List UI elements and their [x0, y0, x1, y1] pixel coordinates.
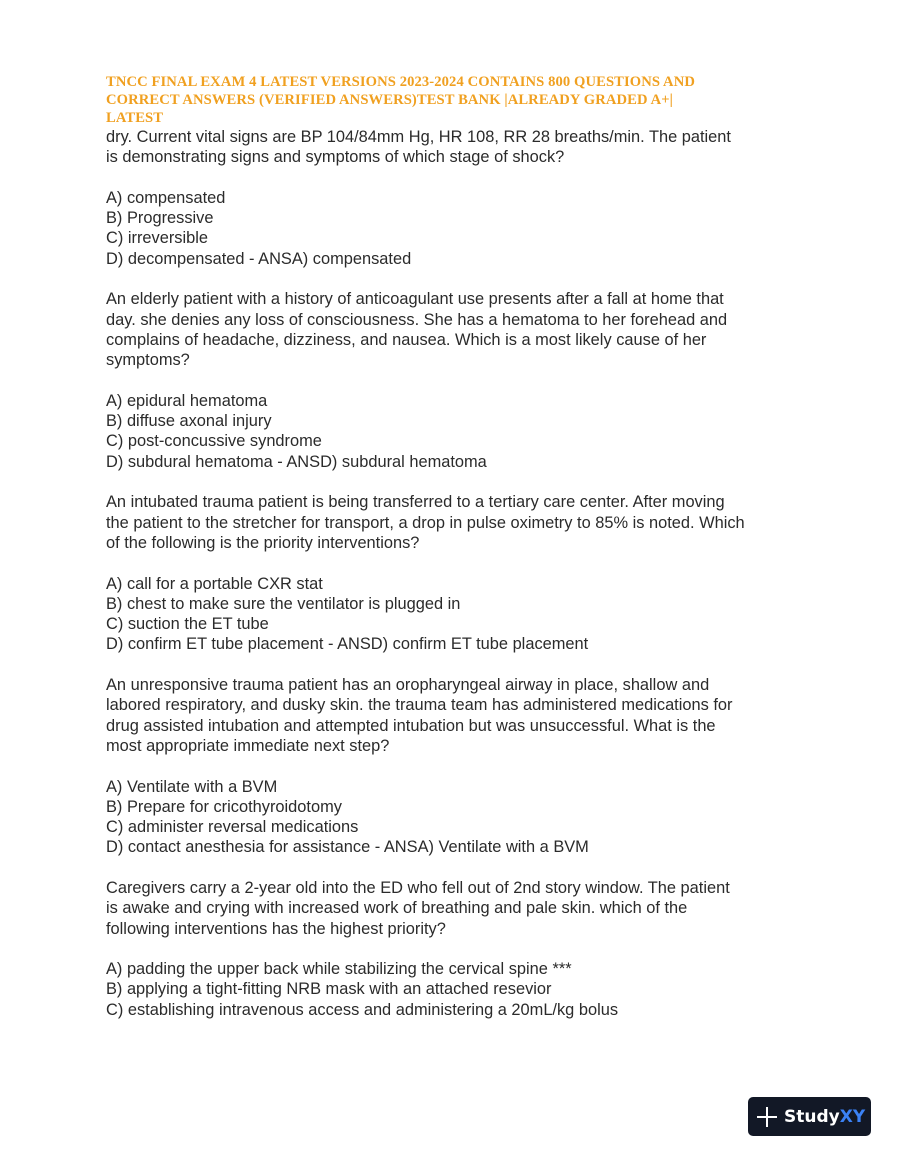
text-block	[106, 959, 826, 1020]
text-line: A) Ventilate with a BVM	[106, 777, 278, 796]
text-line: is demonstrating signs and symptoms of which stage of shock?	[106, 148, 565, 167]
text-line: B) chest to make sure the ventilator is plugged in	[106, 594, 461, 613]
text-block	[106, 391, 826, 472]
badge-xy-text: XY	[839, 1106, 866, 1127]
text-line: C) suction the ET tube	[106, 615, 269, 634]
text-line: An intubated trauma patient is being transferred to a tertiary care center. After moving	[106, 493, 725, 512]
text-block	[106, 492, 826, 553]
text-line: drug assisted intubation and attempted intubation but was unsuccessful. What is the	[106, 716, 716, 735]
text-line: D) subdural hematoma - ANSD) subdural hematoma	[106, 452, 487, 471]
text-line: dry. Current vital signs are BP 104/84mm Hg, HR 108, RR 28 breaths/min. The patient	[106, 128, 731, 146]
text-line: A) call for a portable CXR stat	[106, 574, 323, 593]
text-line: the patient to the stretcher for transport, a drop in pulse oximetry to 85% is noted. Which	[106, 513, 745, 532]
document-body	[106, 127, 826, 1020]
text-block	[106, 675, 826, 756]
text-line: An elderly patient with a history of anticoagulant use presents after a fall at home that	[106, 290, 724, 309]
text-line: day. she denies any loss of consciousness. She has a hematoma to her forehead and	[106, 310, 728, 329]
text-line: B) Prepare for cricothyroidotomy	[106, 797, 342, 816]
text-line: A) padding the upper back while stabilizing the cervical spine ***	[106, 960, 572, 979]
text-block	[106, 777, 826, 858]
text-line: B) diffuse axonal injury	[106, 412, 272, 431]
text-line: D) contact anesthesia for assistance - ANSA) Ventilate with a BVM	[106, 838, 589, 857]
text-line: most appropriate immediate next step?	[106, 736, 390, 755]
text-line: of the following is the priority interventions?	[106, 533, 420, 552]
text-block	[106, 188, 826, 269]
text-line: Caregivers carry a 2-year old into the ED who fell out of 2nd story window. The patient	[106, 878, 730, 897]
text-line: B) applying a tight-fitting NRB mask with an attached resevior	[106, 980, 552, 999]
text-line: A) compensated	[106, 188, 226, 207]
document-header	[106, 73, 786, 127]
text-line: C) establishing intravenous access and administering a 20mL/kg bolus	[106, 1000, 619, 1019]
text-line: following interventions has the highest priority?	[106, 919, 446, 938]
text-block	[106, 289, 826, 370]
text-line: D) confirm ET tube placement - ANSD) confirm ET tube placement	[106, 635, 589, 654]
text-block	[106, 878, 826, 939]
text-line: complains of headache, dizziness, and nausea. Which is a most likely cause of her	[106, 330, 707, 349]
text-block	[106, 574, 826, 655]
text-line: C) irreversible	[106, 229, 209, 248]
header-line: LATEST	[106, 110, 164, 126]
text-line: C) post-concussive syndrome	[106, 432, 322, 451]
text-line: is awake and crying with increased work of breathing and pale skin. which of the	[106, 899, 688, 918]
text-line: B) Progressive	[106, 209, 214, 228]
text-line: C) administer reversal medications	[106, 818, 359, 837]
studyxy-badge[interactable]	[748, 1097, 871, 1136]
text-line: D) decompensated - ANSA) compensated	[106, 249, 412, 268]
plus-icon	[756, 1106, 778, 1128]
header-line: CORRECT ANSWERS (VERIFIED ANSWERS)TEST BANK |ALREADY GRADED A+|	[106, 92, 673, 108]
header-line: TNCC FINAL EXAM 4 LATEST VERSIONS 2023-2024 CONTAINS 800 QUESTIONS AND	[106, 74, 695, 90]
text-line: An unresponsive trauma patient has an oropharyngeal airway in place, shallow and	[106, 676, 710, 695]
text-line: labored respiratory, and dusky skin. the trauma team has administered medications for	[106, 696, 733, 715]
text-line: symptoms?	[106, 351, 190, 370]
text-block	[106, 127, 826, 168]
badge-study-text: Study	[784, 1106, 840, 1127]
text-line: A) epidural hematoma	[106, 391, 268, 410]
